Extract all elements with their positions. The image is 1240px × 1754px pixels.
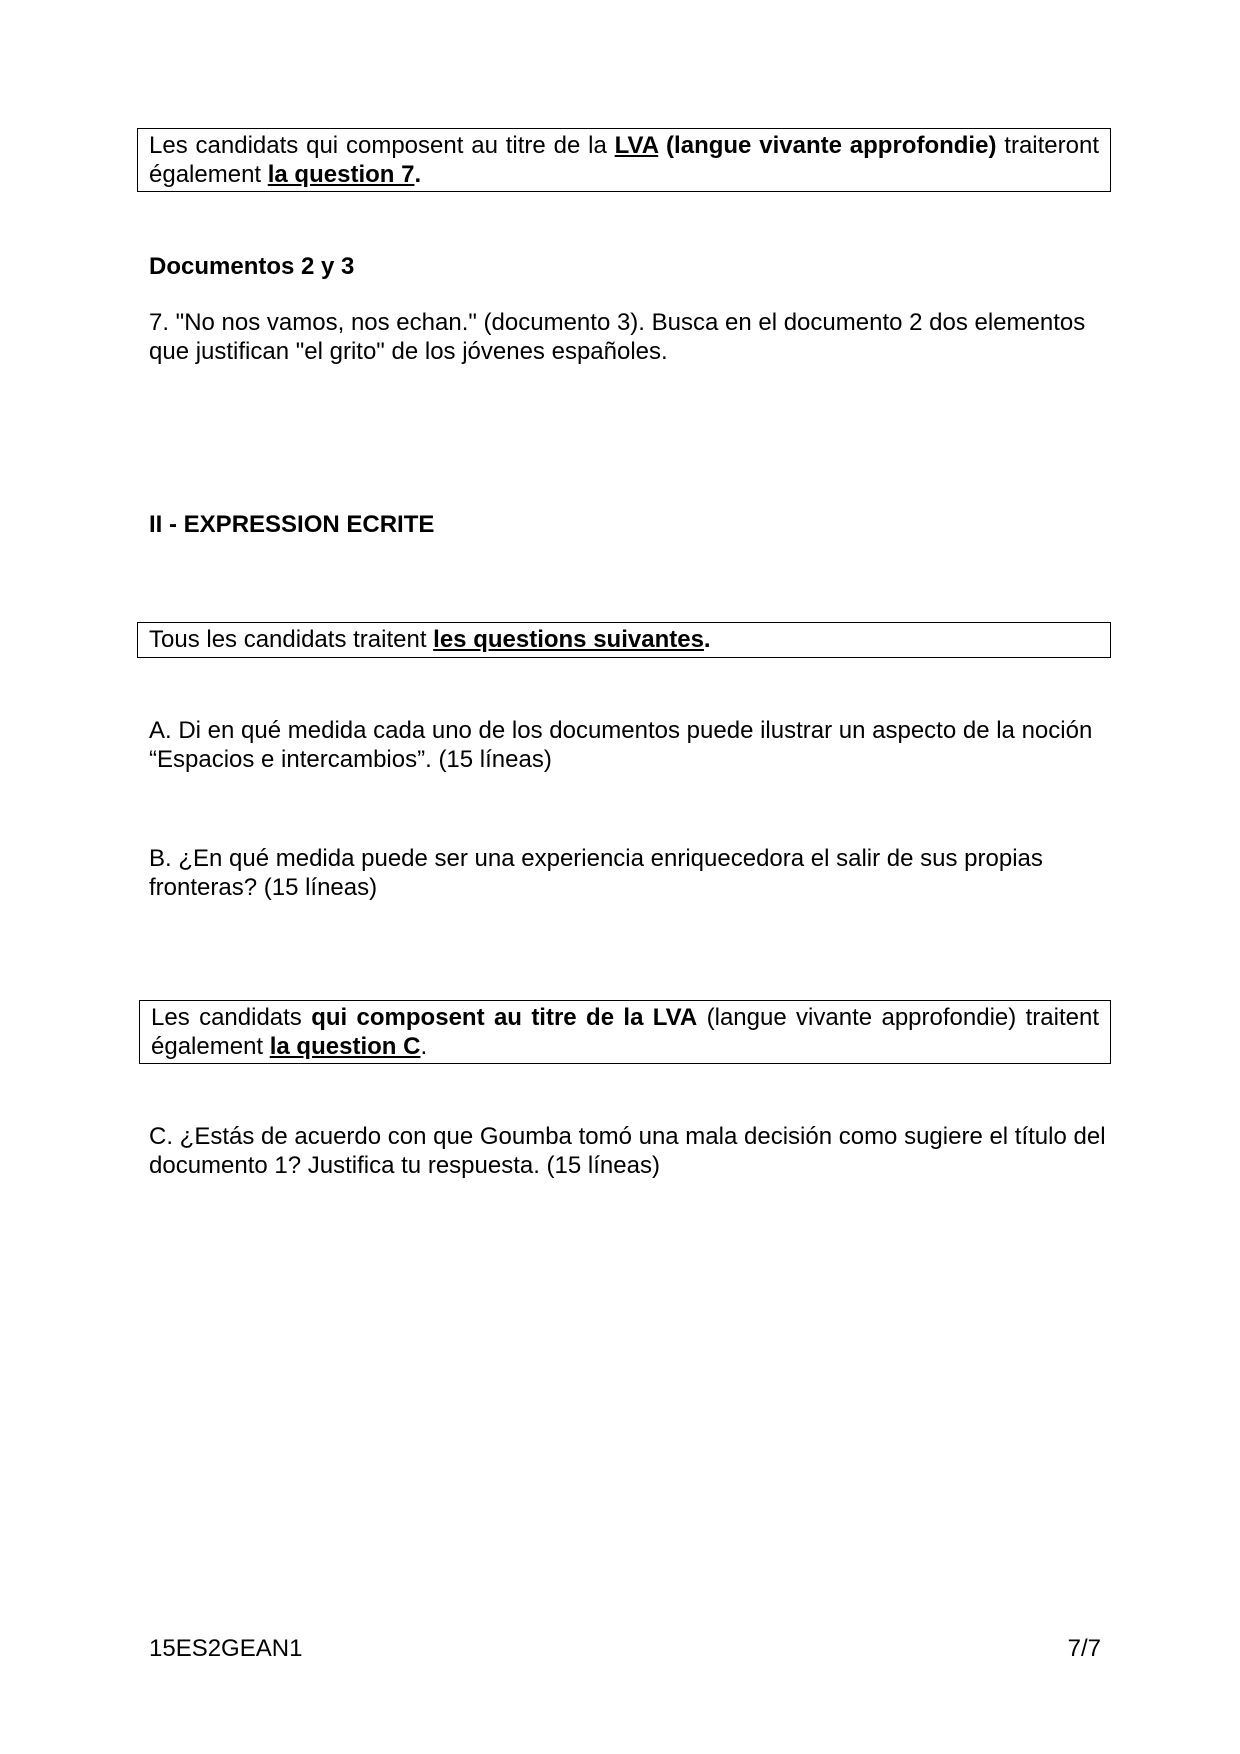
lva-notice-box-1 bbox=[137, 128, 1111, 192]
section-heading-expression-ecrite: II - EXPRESSION ECRITE bbox=[149, 511, 435, 538]
lva-emphasis: LVA bbox=[614, 132, 659, 159]
questions-suivantes-emphasis: les questions suivantes bbox=[433, 626, 704, 653]
footer-exam-code: 15ES2GEAN1 bbox=[149, 1635, 303, 1662]
lva-notice-text-1: Les candidats qui composent au titre de la LVA (langue vivante approfondie) traiteront également la question 7. bbox=[149, 132, 1099, 188]
lva-bold-phrase: qui composent au titre de la LVA bbox=[311, 1004, 698, 1031]
all-candidates-box bbox=[137, 622, 1111, 658]
lva-notice-text-2: Les candidats qui composent au titre de la LVA (langue vivante approfondie) traitent également la question C. bbox=[151, 1004, 1099, 1060]
question-7-emphasis: la question 7 bbox=[267, 161, 415, 188]
question-b: B. ¿En qué medida puede ser una experiencia enriquecedora el salir de sus propias fronteras? (15 líneas) bbox=[149, 845, 1043, 901]
all-candidates-text: Tous les candidats traitent les questions suivantes. bbox=[149, 626, 711, 653]
lva-notice-box-2 bbox=[139, 1000, 1111, 1064]
question-c: C. ¿Estás de acuerdo con que Goumba tomó una mala decisión como sugiere el título del documento 1? Justifica tu respuesta. (15 líneas) bbox=[149, 1123, 1106, 1179]
footer-page-number: 7/7 bbox=[1067, 1635, 1101, 1662]
question-a: A. Di en qué medida cada uno de los documentos puede ilustrar un aspecto de la noción “Espacios e intercambios”. (15 líneas) bbox=[149, 717, 1093, 773]
documents-heading: Documentos 2 y 3 bbox=[149, 253, 355, 280]
question-7: 7. "No nos vamos, nos echan." (documento 3). Busca en el documento 2 dos elementos que justifican "el grito" de los jóvenes españoles. bbox=[149, 309, 1086, 365]
question-c-emphasis: la question C bbox=[269, 1033, 421, 1060]
